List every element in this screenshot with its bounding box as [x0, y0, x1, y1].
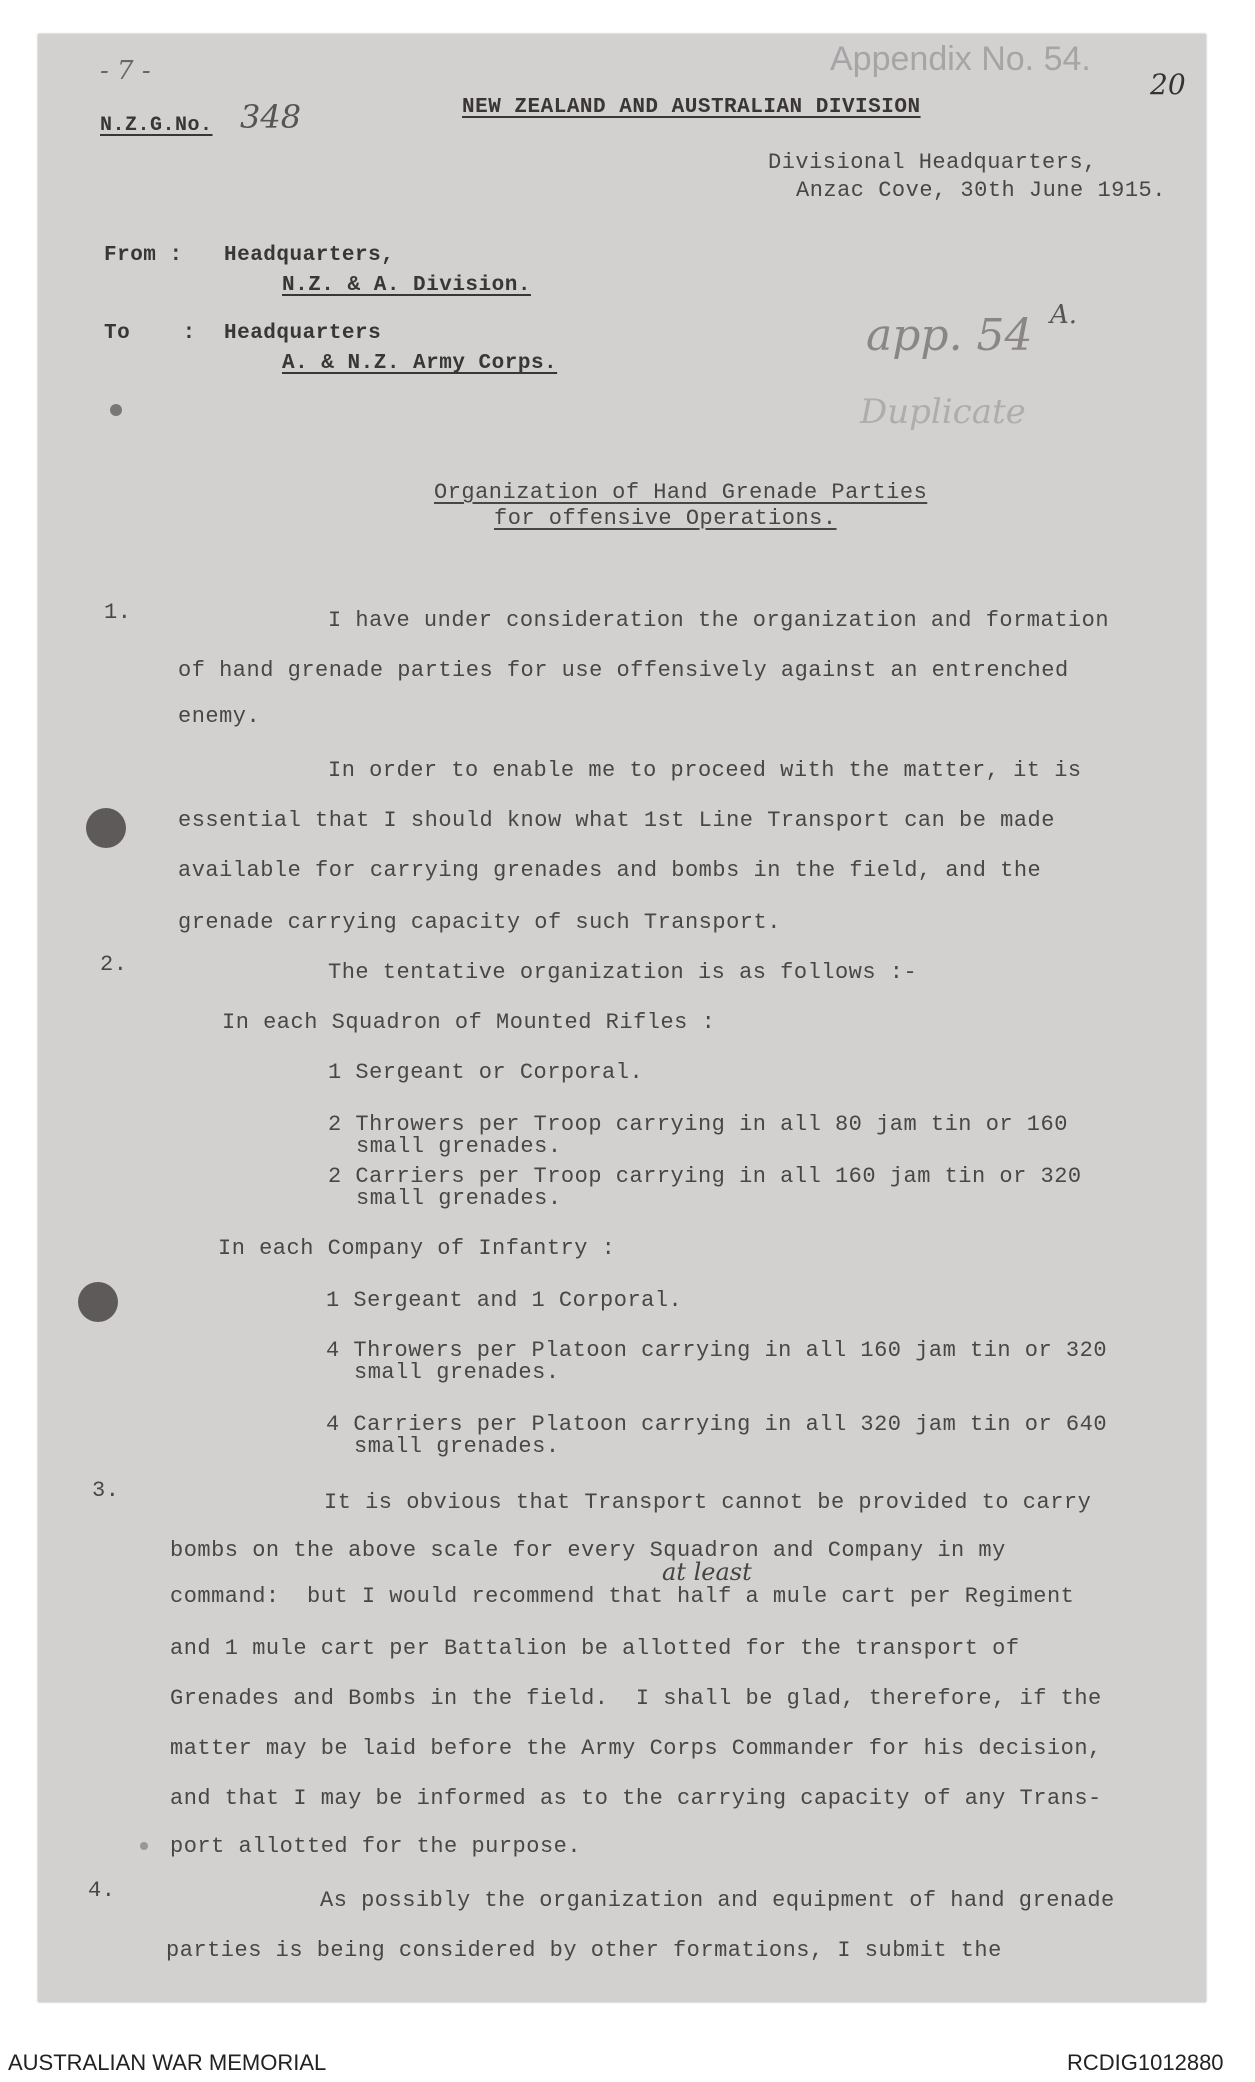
p1b-line-2: essential that I should know what 1st Line Transport can be made: [178, 808, 1055, 833]
hq-line-1: Divisional Headquarters,: [768, 150, 1097, 175]
punch-hole: [86, 808, 126, 848]
ref-label: N.Z.G.No.: [100, 114, 213, 137]
p4-line-2: parties is being considered by other formations, I submit the: [166, 1938, 1002, 1963]
p1-line-2: of hand grenade parties for use offensively against an entrenched: [178, 658, 1069, 683]
paragraph-3-number: 3.: [92, 1478, 120, 1503]
appendix-stamp: Appendix No. 54.: [830, 40, 1091, 78]
ink-mark: [140, 1842, 148, 1850]
to-line-2: A. & N.Z. Army Corps.: [282, 352, 558, 375]
company-heading: In each Company of Infantry :: [218, 1236, 616, 1261]
squadron-item-2: 2 Throwers per Troop carrying in all 80 jam tin or 160: [328, 1112, 1068, 1137]
from-label: From :: [104, 244, 183, 267]
p3-line-2: bombs on the above scale for every Squadron and Company in my: [170, 1538, 1006, 1563]
to-label: To :: [104, 322, 196, 345]
p3-line-4: and 1 mule cart per Battalion be allotted for the transport of: [170, 1636, 1020, 1661]
paragraph-4-number: 4.: [88, 1878, 116, 1903]
to-line-1: Headquarters: [224, 322, 382, 345]
p3-line-3: command: but I would recommend that half a mule cart per Regiment: [170, 1584, 1075, 1609]
p1b-line-3: available for carrying grenades and bombs in the field, and the: [178, 858, 1042, 883]
hq-date-line: Anzac Cove, 30th June 1915.: [796, 178, 1166, 203]
duplicate-annotation: Duplicate: [860, 392, 1026, 432]
p3-line-6: matter may be laid before the Army Corps Commander for his decision,: [170, 1736, 1102, 1761]
ref-number: 348: [240, 98, 302, 136]
paragraph-2-number: 2.: [100, 952, 128, 977]
p3-line-7: and that I may be informed as to the carrying capacity of any Trans-: [170, 1786, 1102, 1811]
squadron-item-1: 1 Sergeant or Corporal.: [328, 1060, 644, 1085]
page-number: 20: [1150, 68, 1186, 101]
squadron-heading: In each Squadron of Mounted Rifles :: [222, 1010, 716, 1035]
p3-line-5: Grenades and Bombs in the field. I shall be glad, therefore, if the: [170, 1686, 1102, 1711]
p1-line-1: I have under consideration the organization and formation: [328, 608, 1110, 633]
paragraph-1-number: 1.: [104, 600, 132, 625]
p1b-line-1: In order to enable me to proceed with the matter, it is: [328, 758, 1082, 783]
from-line-1: Headquarters,: [224, 244, 395, 267]
punch-hole: [78, 1282, 118, 1322]
p3-line-8: port allotted for the purpose.: [170, 1834, 582, 1859]
squadron-item-3-cont: small grenades.: [356, 1186, 562, 1211]
company-item-1: 1 Sergeant and 1 Corporal.: [326, 1288, 683, 1313]
company-item-2-cont: small grenades.: [354, 1360, 560, 1385]
squadron-item-3: 2 Carriers per Troop carrying in all 160 jam tin or 320: [328, 1164, 1082, 1189]
handwritten-insert: at least: [662, 1558, 752, 1586]
p1-line-3: enemy.: [178, 704, 261, 729]
app-annotation-sup: A.: [1050, 300, 1078, 330]
top-mark: - 7 -: [100, 56, 151, 86]
p1b-line-4: grenade carrying capacity of such Transport.: [178, 910, 781, 935]
footer-id: RCDIG1012880: [1067, 2050, 1224, 2075]
subject-line-1: Organization of Hand Grenade Parties: [434, 480, 928, 505]
division-title: NEW ZEALAND AND AUSTRALIAN DIVISION: [462, 96, 921, 119]
company-item-3-cont: small grenades.: [354, 1434, 560, 1459]
ink-mark: [110, 404, 122, 416]
footer-source: AUSTRALIAN WAR MEMORIAL: [8, 2050, 327, 2075]
app-annotation: app. 54: [866, 310, 1033, 361]
from-line-2: N.Z. & A. Division.: [282, 274, 531, 297]
subject-line-2: for offensive Operations.: [494, 506, 837, 531]
p2-line-1: The tentative organization is as follows :-: [328, 960, 918, 985]
p4-line-1: As possibly the organization and equipment of hand grenade: [320, 1888, 1115, 1913]
squadron-item-2-cont: small grenades.: [356, 1134, 562, 1159]
company-item-3: 4 Carriers per Platoon carrying in all 320 jam tin or 640: [326, 1412, 1108, 1437]
p3-line-1: It is obvious that Transport cannot be provided to carry: [324, 1490, 1092, 1515]
company-item-2: 4 Throwers per Platoon carrying in all 160 jam tin or 320: [326, 1338, 1108, 1363]
